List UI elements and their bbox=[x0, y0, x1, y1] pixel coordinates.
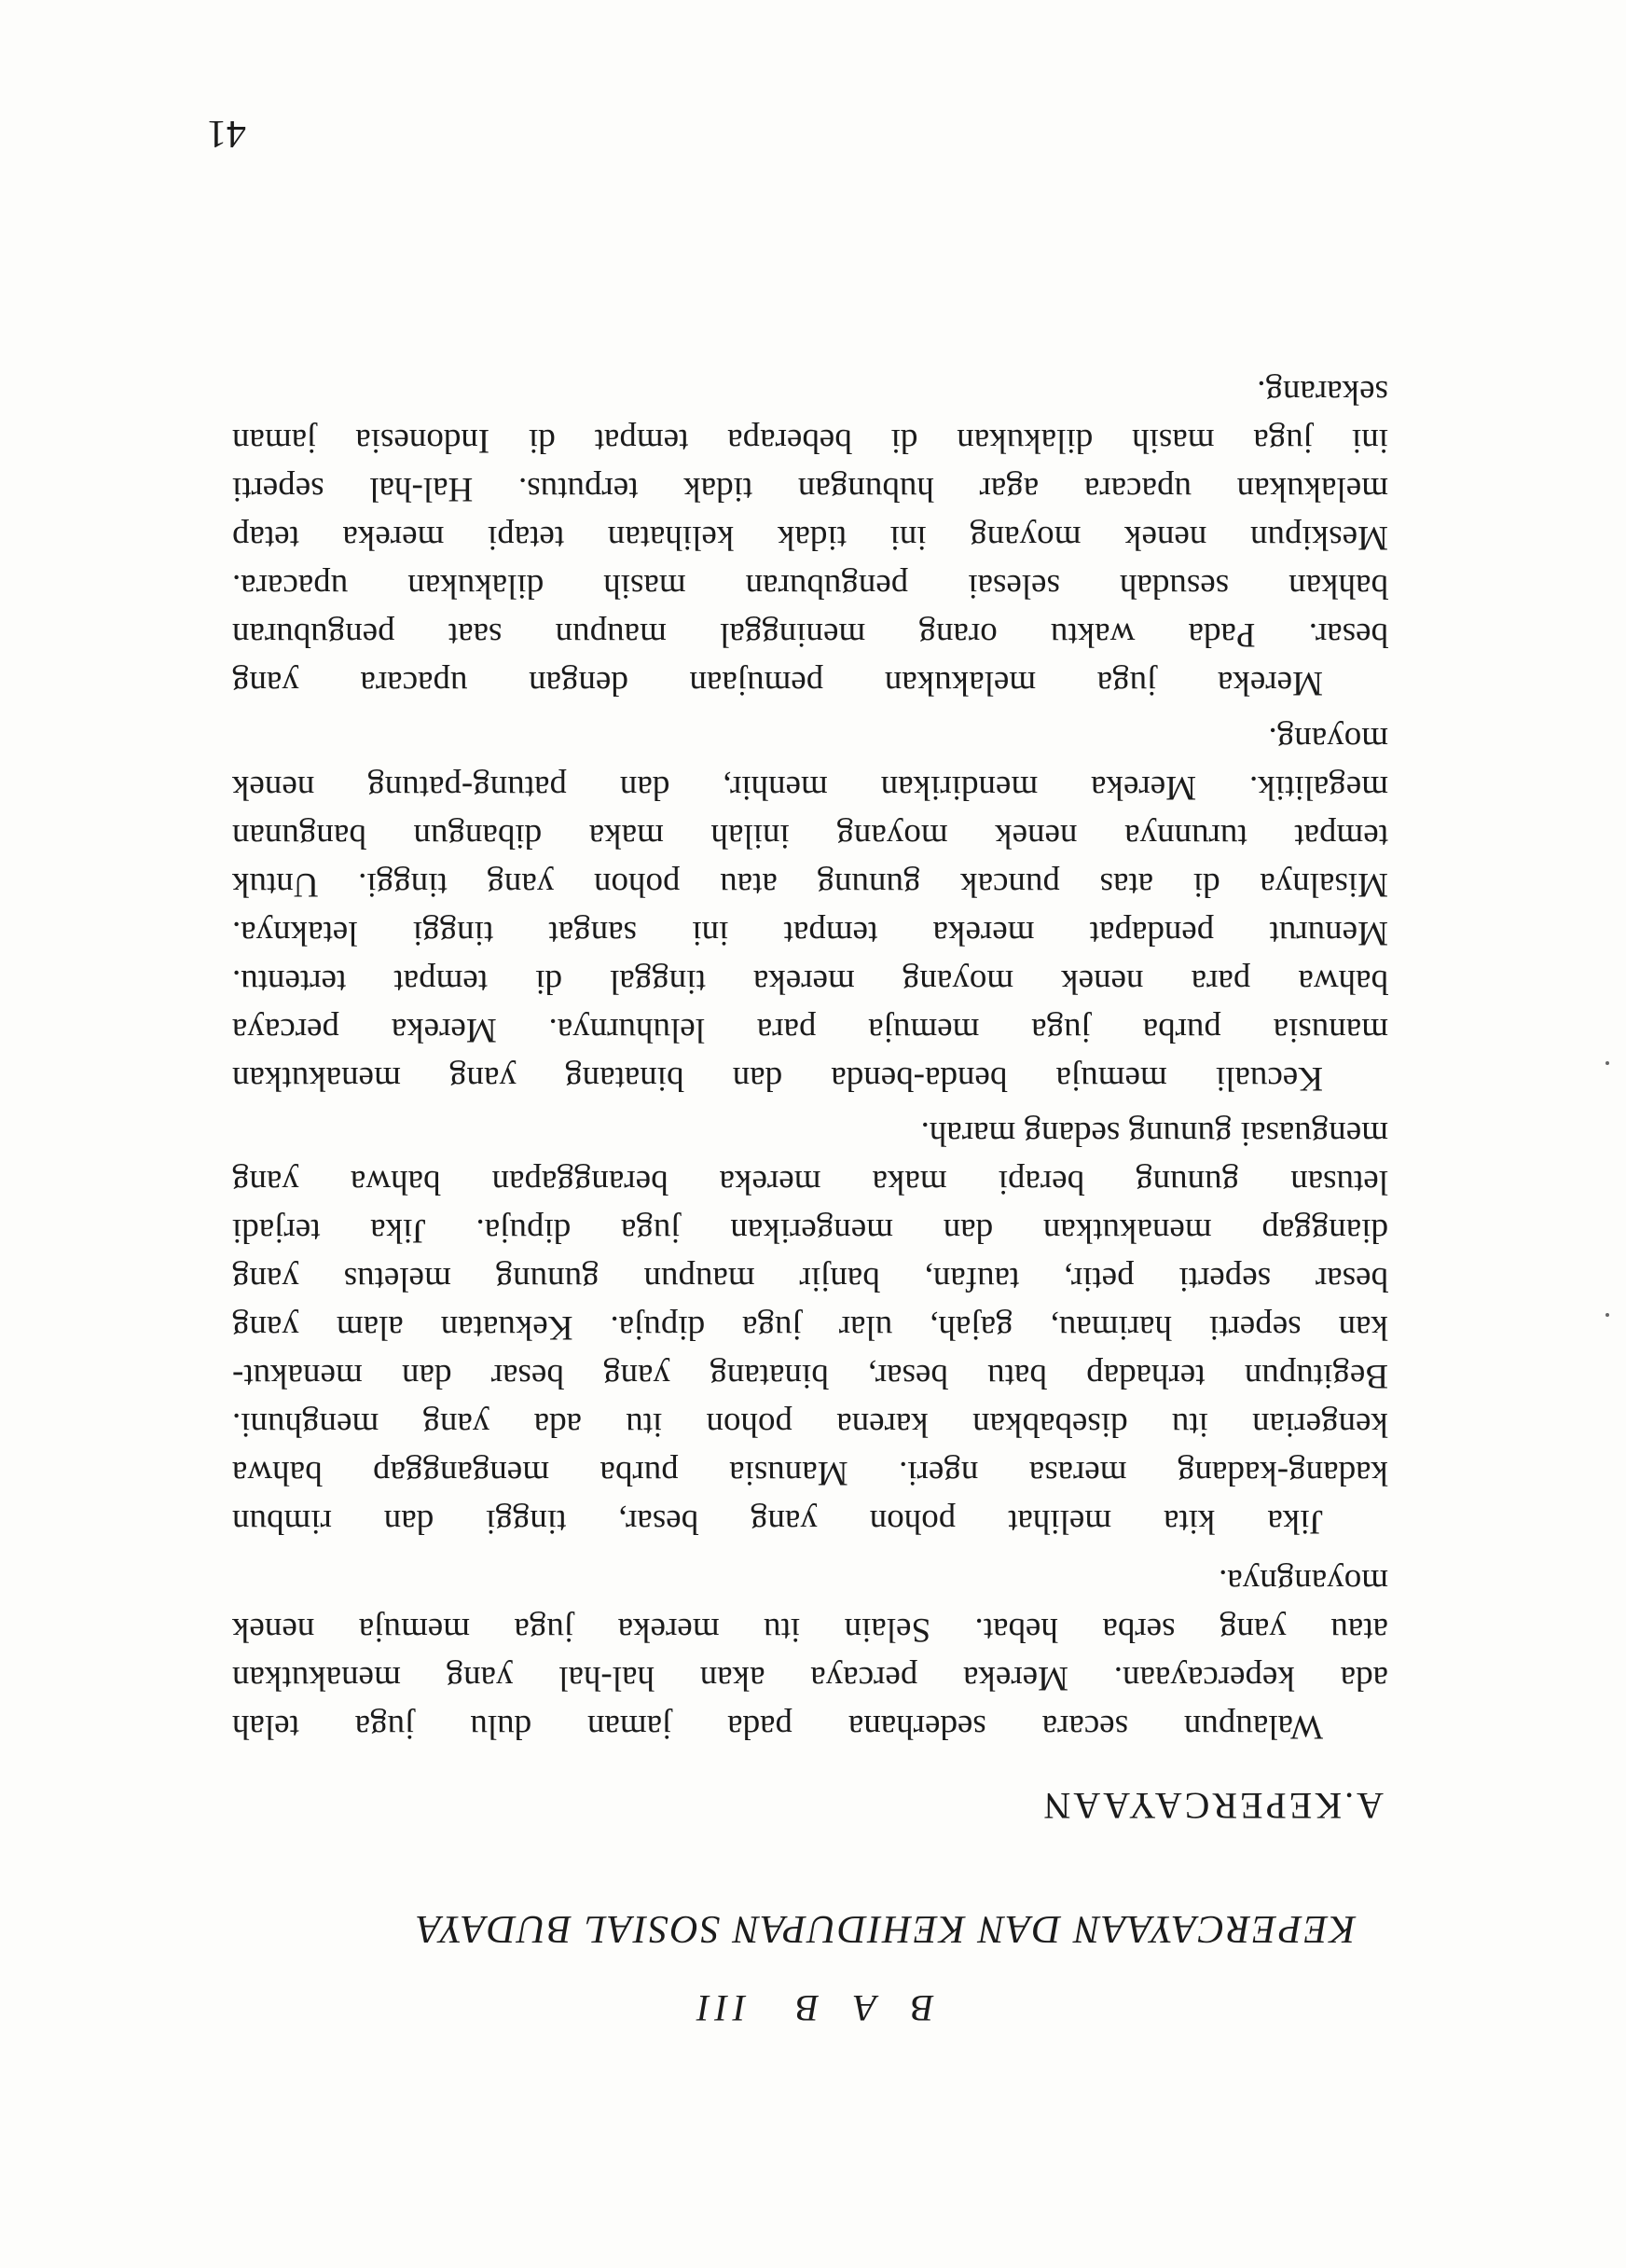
chapter-number: III bbox=[692, 1987, 747, 2029]
paragraph-line: atau yang serba hebat. Selain itu mereka juga memuja nenek bbox=[232, 1611, 1388, 1649]
paragraph-line: Begitupun terhadap batu besar, binatang yang besar dan menakut- bbox=[232, 1357, 1388, 1395]
paragraph-line: bahkan sesudah selesai penguburan masih dilakukan upacara. bbox=[232, 567, 1388, 605]
page-number: 41 bbox=[207, 112, 246, 155]
paragraph-line: besar seperti petir, taufan, banjir maupun gunung meletus yang bbox=[232, 1260, 1388, 1298]
paragraph-line: moyangnya. bbox=[1219, 1562, 1388, 1600]
paragraph-line: sekarang. bbox=[1257, 373, 1388, 411]
paragraph-line: kadang-kadang merasa ngeri. Manusia purba menganggap bahwa bbox=[232, 1454, 1388, 1492]
paragraph-line: tempat turunnya nenek moyang inilah maka dibangun bangunan bbox=[232, 817, 1388, 855]
paragraph-line: kengerian itu disebabkan karena pohon itu ada yang menghuni. bbox=[232, 1405, 1388, 1444]
paragraph-line: menguasai gunung sedang marah. bbox=[920, 1114, 1388, 1153]
paragraph-line: besar. Pada waktu orang meninggal maupun saat penguburan bbox=[232, 615, 1388, 654]
paragraph-line: bahwa para nenek moyang mereka tinggal di tempat tertentu. bbox=[232, 962, 1388, 1001]
paragraph-line: ada kepercayaan. Mereka percaya akan hal-hal yang menakutkan bbox=[232, 1659, 1388, 1697]
paragraph-line: Mereka juga melakukan pemujaan dengan upacara yang bbox=[232, 664, 1323, 702]
paragraph-line: ini juga masih dilakukan di beberapa tempat di Indonesia jaman bbox=[232, 422, 1388, 460]
paragraph-line: manusia purba juga memuja para leluhurnya. Mereka percaya bbox=[232, 1011, 1388, 1049]
scan-speck bbox=[1605, 1061, 1609, 1065]
paragraph-line: dianggap menakutkan dan mengerikan juga dipuja. Jika terjadi bbox=[232, 1211, 1388, 1250]
paragraph-line: melakukan upacara agar hubungan tidak terputus. Hal-hal seperti bbox=[232, 470, 1388, 508]
paragraph-line: Meskipun nenek moyang ini tidak kelihatan tetapi mereka tetap bbox=[232, 519, 1388, 557]
chapter-heading bbox=[0, 1986, 1626, 2030]
paragraph-line: kan seperti harimau, gajah, ular juga dipuja. Kekuatan alam yang bbox=[232, 1308, 1388, 1347]
paragraph-line: Walaupun secara sederhana pada jaman dulu juga telah bbox=[232, 1708, 1323, 1746]
section-title: A.KEPERCAYAAN bbox=[1040, 1785, 1384, 1827]
paragraph-line: megalitik. Mereka mendirikan menhir, dan patung-patung nenek bbox=[232, 768, 1388, 807]
paragraph-line: Jika kita melihat pohon yang besar, tinggi dan rimbun bbox=[232, 1502, 1323, 1541]
paragraph-line: Kecuali memuja benda-benda dan binatang yang menakutkan bbox=[232, 1059, 1323, 1098]
paragraph-line: letusan gunung berapi maka mereka beranggapan bahwa yang bbox=[232, 1163, 1388, 1201]
paragraph-line: Menurut pendapat mereka tempat ini sangat tinggi letaknya. bbox=[232, 914, 1388, 952]
paragraph-line: moyang. bbox=[1268, 720, 1388, 758]
chapter-title: KEPERCAYAAN DAN KEHIDUPAN SOSIAL BUDAYA bbox=[415, 1907, 1356, 1950]
scan-speck bbox=[1605, 1313, 1609, 1317]
paragraph-line: Misalnya di atas puncak gunung atau pohon yang tinggi. Untuk bbox=[232, 865, 1388, 904]
chapter-label: B A B bbox=[783, 1987, 934, 2029]
